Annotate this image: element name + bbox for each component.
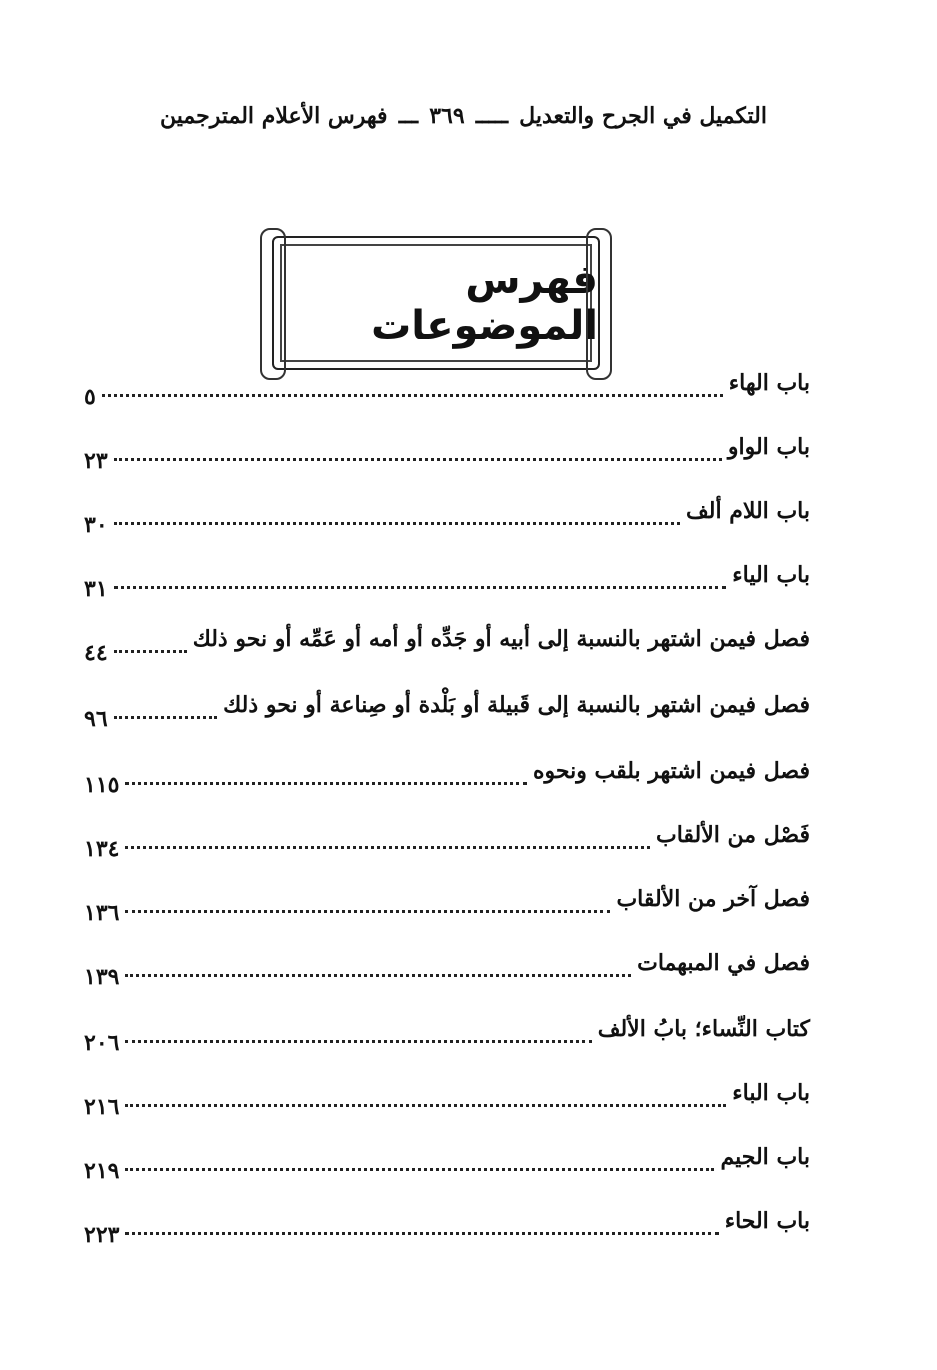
toc-entry-title: باب الحاء (724, 1208, 810, 1234)
toc-entry-title: باب اللام ألف (685, 498, 810, 524)
toc-entry (84, 682, 810, 746)
toc-entry-title: باب الواو (727, 434, 810, 460)
toc-entry-title: فصل فيمن اشتهر بلقب ونحوه (533, 758, 810, 784)
header-book-title: التكميل في الجرح والتعديل (519, 103, 767, 129)
toc-dot-leader (125, 778, 527, 785)
header-separator: ـــ (398, 103, 419, 129)
toc-entry (84, 748, 810, 812)
toc-entry (84, 616, 810, 680)
toc-dot-leader (125, 970, 631, 977)
toc-entry-page: ٩٦ (84, 706, 108, 732)
toc-entry-title: كتاب النِّساء؛ بابُ الألف (597, 1016, 810, 1042)
toc-entry (84, 488, 810, 552)
toc-entry-page: ٢٣ (84, 448, 108, 474)
toc-dot-leader (114, 646, 187, 653)
header-section: فهرس الأعلام المترجمين (160, 103, 388, 129)
running-header (160, 96, 767, 136)
toc-entry-title: فصل فيمن اشتهر بالنسبة إلى أبيه أو جَدِّه أو أمه أو عَمِّه أو نحو ذلك (192, 626, 810, 652)
toc-entry (84, 1134, 810, 1198)
toc-entry-title: فصل في المبهمات (637, 950, 810, 976)
toc-entry-page: ١٣٩ (84, 964, 120, 990)
toc-dot-leader (114, 518, 680, 525)
toc-dot-leader (114, 454, 722, 461)
toc-dot-leader (125, 842, 650, 849)
toc-entry-page: ٢٠٦ (84, 1030, 120, 1056)
header-separator: ـــــ (475, 103, 509, 129)
toc-entry-page: ٤٤ (84, 640, 108, 666)
toc-dot-leader (125, 1036, 592, 1043)
toc-entry-page: ٣٠ (84, 512, 108, 538)
toc-dot-leader (114, 712, 217, 719)
toc-entry-page: ١١٥ (84, 772, 120, 798)
toc-entry-page: ٥ (84, 384, 96, 410)
toc-entry-page: ٢١٦ (84, 1094, 120, 1120)
toc-entry (84, 812, 810, 876)
toc-entry-title: باب الباء (732, 1080, 810, 1106)
toc-dot-leader (125, 906, 610, 913)
toc-entry-page: ١٣٦ (84, 900, 120, 926)
toc-entry (84, 1198, 810, 1262)
toc-dot-leader (114, 582, 726, 589)
toc-entry (84, 424, 810, 488)
toc-dot-leader (125, 1228, 719, 1235)
page-title: فهرس الموضوعات (371, 257, 598, 349)
header-page-number: ٣٦٩ (429, 103, 465, 129)
toc-entry (84, 552, 810, 616)
title-frame (272, 236, 600, 370)
toc-entry (84, 940, 810, 1004)
toc-entry-title: فَصْل من الألقاب (655, 822, 810, 848)
toc-entry-title: باب الهاء (728, 370, 810, 396)
toc-entry-title: باب الياء (732, 562, 810, 588)
toc-entry-title: باب الجيم (720, 1144, 810, 1170)
toc-entry-title: فصل فيمن اشتهر بالنسبة إلى قَبيلة أو بَلْدة أو صِناعة أو نحو ذلك (223, 692, 810, 718)
toc-entry-title: فصل آخر من الألقاب (616, 886, 810, 912)
toc-entry-page: ٢٢٣ (84, 1222, 120, 1248)
toc-entry (84, 1070, 810, 1134)
toc-dot-leader (125, 1164, 714, 1171)
toc-entry (84, 360, 810, 424)
toc-entry (84, 1006, 810, 1070)
toc-entry-page: ٢١٩ (84, 1158, 120, 1184)
toc-entry (84, 876, 810, 940)
toc-entry-page: ٣١ (84, 576, 108, 602)
toc-dot-leader (102, 390, 723, 397)
toc-entry-page: ١٣٤ (84, 836, 120, 862)
toc-dot-leader (125, 1100, 726, 1107)
